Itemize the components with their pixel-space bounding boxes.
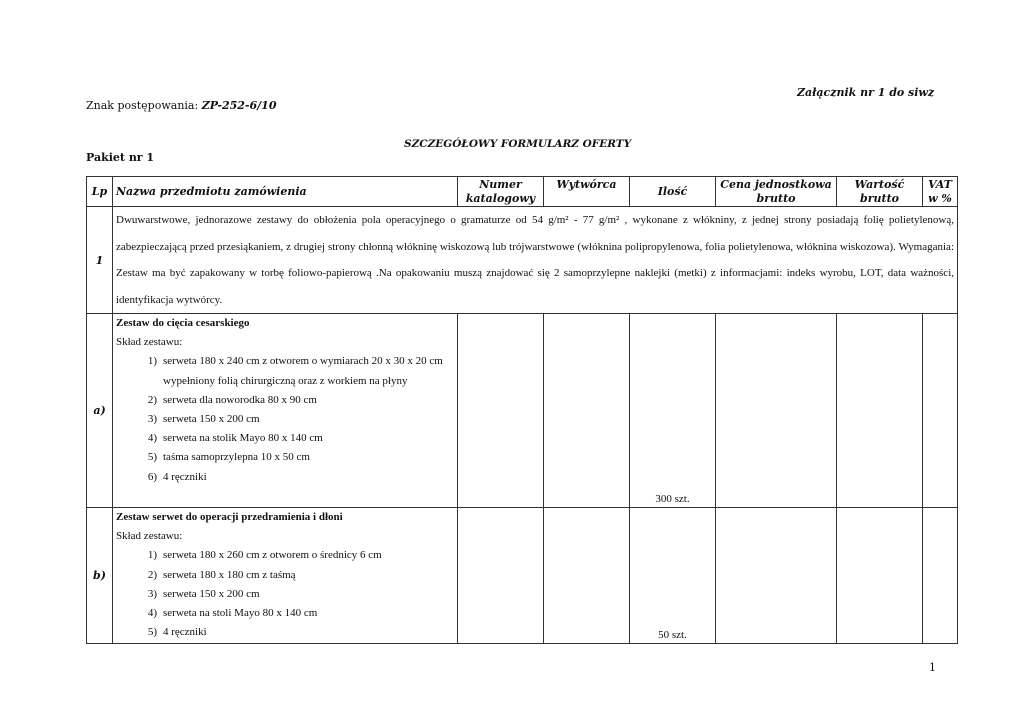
maker-cell	[544, 314, 630, 508]
col-vat: VAT w %	[923, 177, 958, 207]
item-text: serweta 180 x 180 cm z taśmą	[163, 568, 296, 581]
item-text: serweta na stolik Mayo 80 x 140 cm	[163, 432, 323, 445]
table-row	[87, 508, 958, 644]
col-unit-price: Cena jednostkowa brutto	[716, 177, 837, 207]
item-components	[116, 352, 454, 486]
col-value: Wartość brutto	[837, 177, 923, 207]
col-catalog: Numer katalogowy	[458, 177, 544, 207]
list-item	[116, 410, 454, 429]
list-item	[116, 585, 454, 604]
catalog-cell	[458, 508, 544, 644]
item-number: 1)	[147, 355, 157, 368]
offer-table	[86, 176, 958, 644]
value-cell	[837, 508, 923, 644]
vat-cell	[923, 314, 958, 508]
table-row	[87, 314, 958, 508]
row-lp: 1	[87, 207, 113, 314]
catalog-cell	[458, 314, 544, 508]
item-number: 5)	[147, 626, 157, 639]
item-text: serweta 180 x 260 cm z otworem o średnicy 6 cm	[163, 549, 382, 562]
list-item	[116, 391, 454, 410]
attachment-label: Załącznik nr 1 do siwz	[797, 86, 935, 99]
item-text: serweta 150 x 200 cm	[163, 587, 260, 600]
item-text: taśma samoprzylepna 10 x 50 cm	[163, 451, 310, 464]
procedure-sign-label: Znak postępowania:	[86, 99, 199, 112]
list-item	[116, 448, 454, 467]
list-item	[116, 429, 454, 448]
col-lp: Lp	[87, 177, 113, 207]
item-number: 3)	[147, 587, 157, 600]
item-number: 4)	[147, 432, 157, 445]
item-text: serweta 180 x 240 cm z otworem o wymiarach 20 x 30 x 20 cm wypełniony folią chirurgiczną oraz z workiem na płyny	[163, 355, 443, 387]
vat-cell	[923, 508, 958, 644]
value-cell	[837, 314, 923, 508]
list-item	[116, 623, 454, 642]
col-maker: Wytwórca	[544, 177, 630, 207]
qty-cell: 50 szt.	[630, 508, 716, 644]
item-number: 4)	[147, 607, 157, 620]
unit-price-cell	[716, 314, 837, 508]
item-description	[113, 314, 458, 508]
package-label: Pakiet nr 1	[86, 151, 155, 164]
item-title: Zestaw serwet do operacji przedramienia i dłoni	[116, 511, 343, 523]
list-item	[116, 566, 454, 585]
item-components	[116, 546, 454, 642]
table-header-row	[87, 177, 958, 207]
item-number: 6)	[147, 470, 157, 483]
table-row-general	[87, 207, 958, 314]
form-title: SZCZEGÓŁOWY FORMULARZ OFERTY	[404, 138, 632, 150]
unit-price-cell	[716, 508, 837, 644]
item-subtitle: Skład zestawu:	[116, 530, 183, 543]
col-qty: Ilość	[630, 177, 716, 207]
item-text: 4 ręczniki	[163, 470, 207, 483]
general-description: Dwuwarstwowe, jednorazowe zestawy do obłożenia pola operacyjnego o gramaturze od 54 g/m² - 77 g/m² , wykonane z włókniny, z jednej strony posiadają folię polietylenową, zabezpieczającą przed przesiąkaniem, z drugiej strony chłonną włókninę wiskozową lub trójwarstwowe (włóknina polipropylenowa, folia polietylenowa, włóknina wiskozowa). Wymagania: Zestaw ma być zapakowany w torbę foliowo-papierową .Na opakowaniu muszą znajdować się 2 samoprzylepne naklejki (metki) z informacjami: indeks wyrobu, LOT, data ważności, identyfikacja wytwórcy.	[113, 207, 958, 314]
page-number: 1	[929, 661, 936, 674]
item-title: Zestaw do cięcia cesarskiego	[116, 317, 250, 329]
list-item	[116, 604, 454, 623]
item-subtitle: Skład zestawu:	[116, 336, 183, 349]
row-lp: b)	[87, 508, 113, 644]
item-text: serweta na stoli Mayo 80 x 140 cm	[163, 607, 318, 620]
item-number: 1)	[147, 549, 157, 562]
item-description	[113, 508, 458, 644]
qty-cell: 300 szt.	[630, 314, 716, 508]
item-number: 2)	[147, 393, 157, 406]
row-lp: a)	[87, 314, 113, 508]
list-item	[116, 546, 454, 565]
list-item	[116, 468, 454, 487]
item-text: 4 ręczniki	[163, 626, 207, 639]
item-number: 2)	[147, 568, 157, 581]
item-number: 5)	[147, 451, 157, 464]
item-text: serweta dla noworodka 80 x 90 cm	[163, 393, 317, 406]
item-text: serweta 150 x 200 cm	[163, 413, 260, 426]
procedure-sign-value: ZP-252-6/10	[201, 99, 277, 112]
list-item	[116, 352, 454, 390]
item-number: 3)	[147, 413, 157, 426]
col-name: Nazwa przedmiotu zamówienia	[113, 177, 458, 207]
maker-cell	[544, 508, 630, 644]
procedure-sign	[86, 99, 276, 112]
